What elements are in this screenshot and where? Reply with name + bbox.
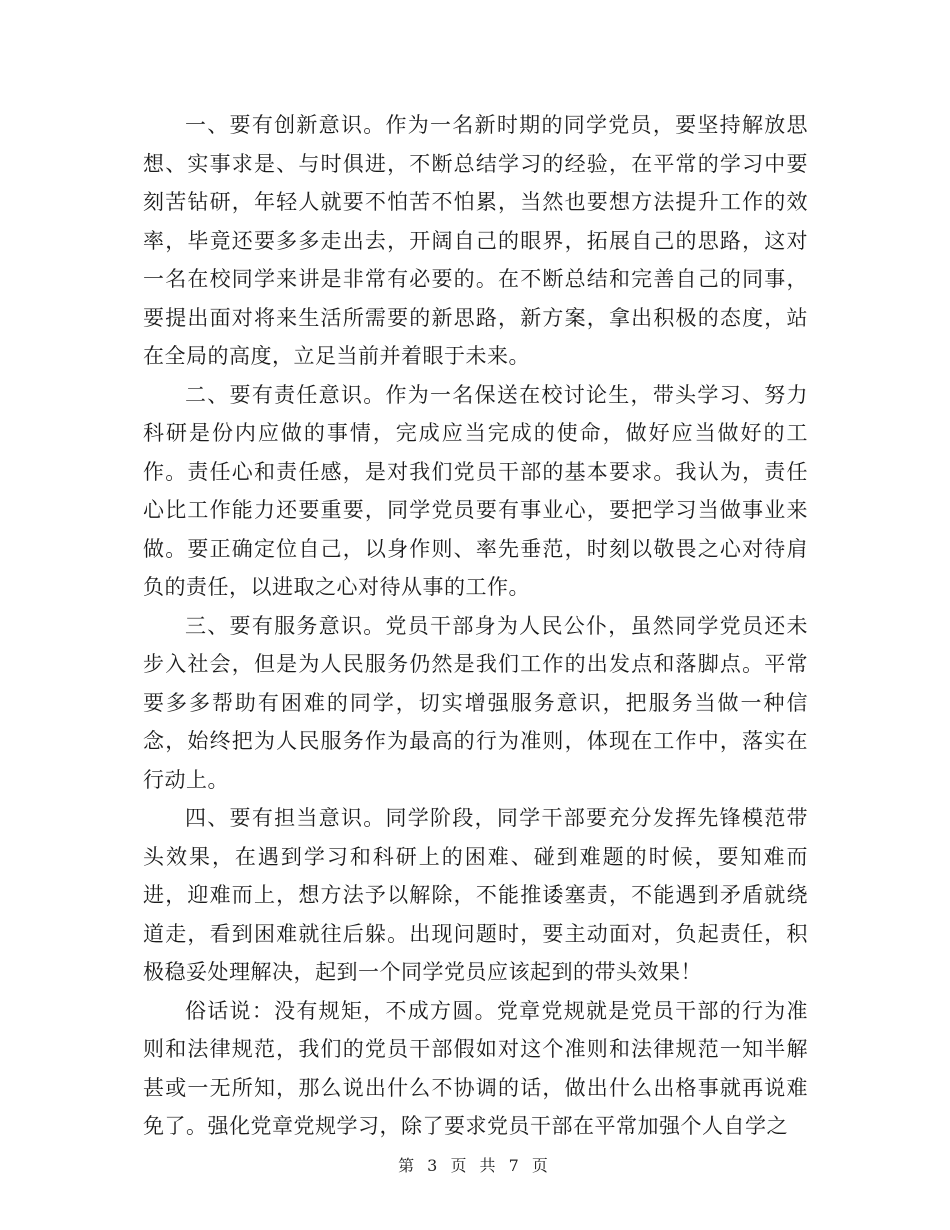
paragraph-responsibility: 二、要有责任意识。作为一名保送在校讨论生，带头学习、努力科研是份内应做的事情，完成应当完成的使命，做好应当做好的工作。责任心和责任感，是对我们党员干部的基本要求。我认为，责任心比工作能力还要重要，同学党员要有事业心，要把学习当做事业来做。要正确定位自己，以身作则、率先垂范，时刻以敬畏之心对待肩负的责任，以进取之心对待从事的工作。 bbox=[143, 382, 808, 599]
paragraph-commitment: 四、要有担当意识。同学阶段，同学干部要充分发挥先锋模范带头效果，在遇到学习和科研上的困难、碰到难题的时候，要知难而进，迎难而上，想方法予以解除，不能推诿塞责，不能遇到矛盾就绕道走，看到困难就往后躲。出现问题时，要主动面对，负起责任，积极稳妥处理解决，起到一个同学党员应该起到的带头效果！ bbox=[143, 806, 808, 984]
paragraph-innovation: 一、要有创新意识。作为一名新时期的同学党员，要坚持解放思想、实事求是、与时俱进，不断总结学习的经验，在平常的学习中要刻苦钻研，年轻人就要不怕苦不怕累，当然也要想方法提升工作的效率，毕竟还要多多走出去，开阔自己的眼界，拓展自己的思路，这对一名在校同学来讲是非常有必要的。在不断总结和完善自己的同事，要提出面对将来生活所需要的新思路，新方案，拿出积极的态度，站在全局的高度，立足当前并着眼于未来。 bbox=[143, 113, 808, 368]
document-body bbox=[143, 106, 808, 1146]
page-number-footer: 第 3 页 共 7 页 bbox=[398, 1156, 552, 1175]
paragraph-service: 三、要有服务意识。党员干部身为人民公仆，虽然同学党员还未步入社会，但是为人民服务仍然是我们工作的出发点和落脚点。平常要多多帮助有困难的同学，切实增强服务意识，把服务当做一种信念，始终把为人民服务作为最高的行为准则，体现在工作中，落实在行动上。 bbox=[143, 613, 808, 792]
paragraph-rules: 俗话说：没有规矩，不成方圆。党章党规就是党员干部的行为准则和法律规范，我们的党员干部假如对这个准则和法律规范一知半解甚或一无所知，那么说出什么不协调的话，做出什么出格事就再说难免了。强化党章党规学习，除了要求党员干部在平常加强个人自学之 bbox=[143, 998, 808, 1138]
